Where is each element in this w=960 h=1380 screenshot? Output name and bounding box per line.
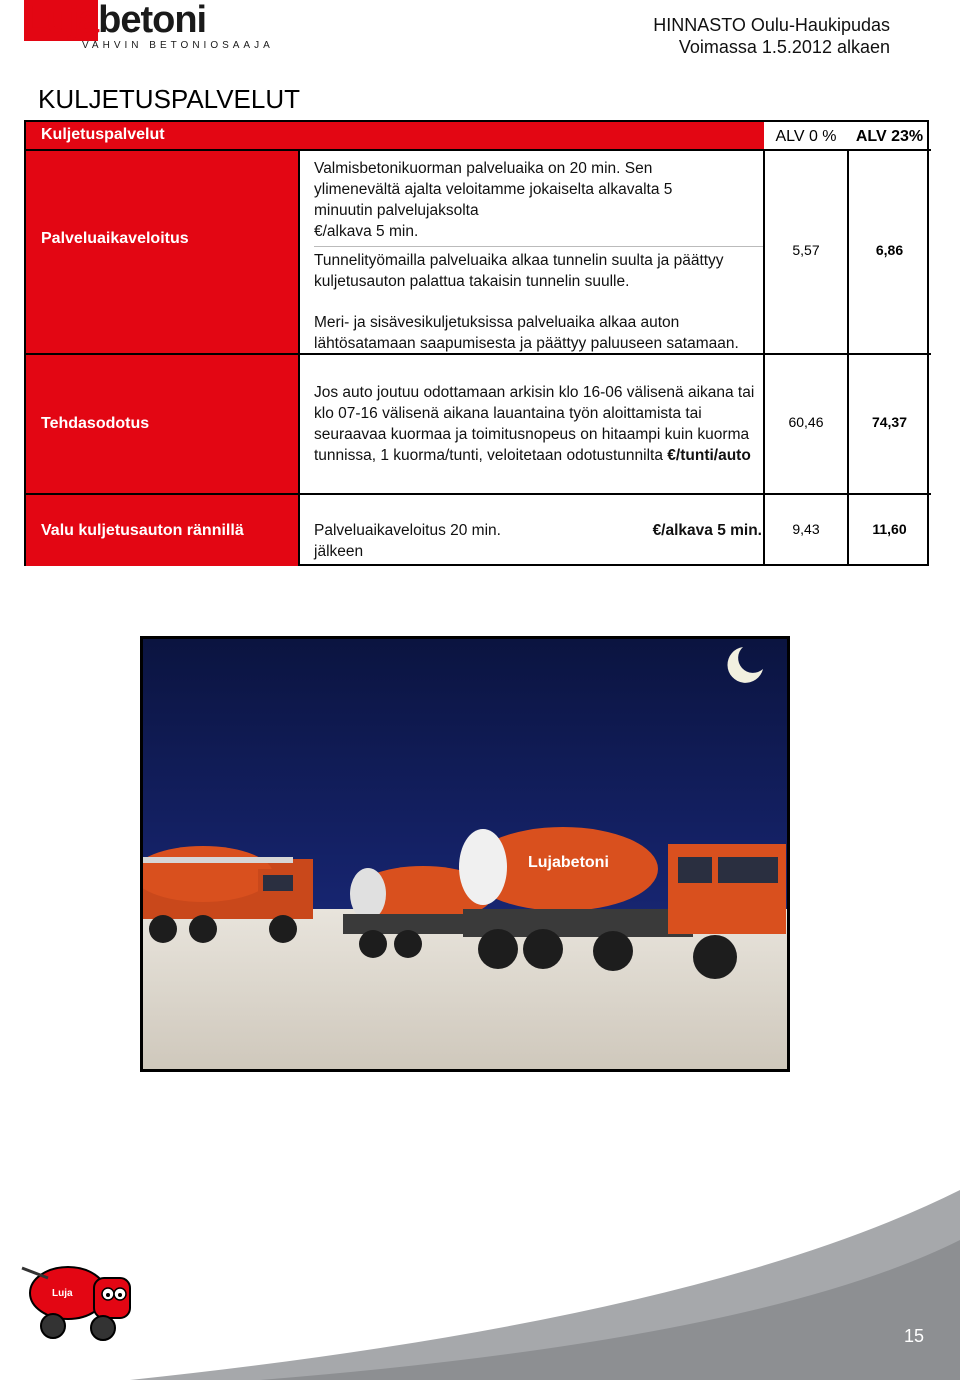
document-header bbox=[653, 14, 890, 58]
logo-wordmark bbox=[24, 0, 206, 42]
grid-line bbox=[763, 150, 765, 566]
doc-title: HINNASTO Oulu-Haukipudas bbox=[653, 15, 890, 35]
row1-inner-divider bbox=[314, 246, 764, 247]
grid-line bbox=[26, 493, 931, 495]
row1-tunnel-text: Tunnelityömailla palveluaika alkaa tunnelin suulta ja päättyy kuljetusauton palattua takaisin tunnelin suulle. bbox=[314, 252, 724, 290]
row1-desc-text: Valmisbetonikuorman palveluaika on 20 min. Sen ylimenevältä ajalta veloitamme jokaiselta alkavalta 5 minuutin palvelujaksolta bbox=[314, 160, 673, 219]
col-vat23-header: ALV 23% bbox=[855, 128, 924, 145]
trucks-photo bbox=[140, 636, 790, 1072]
table-header-label: Kuljetuspalvelut bbox=[41, 126, 165, 143]
row1-unit: €/alkava 5 min. bbox=[314, 223, 419, 240]
mascot-truck-icon bbox=[8, 1248, 148, 1348]
row3-vat0: 9,43 bbox=[792, 521, 820, 537]
row3-label: Valu kuljetusauton rännillä bbox=[41, 522, 244, 539]
row2-label: Tehdasodotus bbox=[41, 415, 150, 432]
row3-vat23: 11,60 bbox=[872, 521, 907, 537]
page-number: 15 bbox=[903, 1326, 924, 1346]
row2-unit: €/tunti/auto bbox=[667, 447, 751, 464]
row2-desc bbox=[314, 382, 764, 466]
logo-tagline: VAHVIN BETONIOSAAJA bbox=[82, 40, 274, 51]
row2-vat0: 60,46 bbox=[788, 414, 824, 430]
grid-line bbox=[26, 149, 931, 151]
lujabetoni-logo bbox=[24, 0, 274, 52]
row1-vat0: 5,57 bbox=[792, 242, 820, 258]
row1-label-cell bbox=[26, 150, 298, 354]
row1-label: Palveluaikaveloitus bbox=[41, 230, 189, 247]
truck-brand-text: Lujabetoni bbox=[528, 854, 609, 871]
logo-brand-right: betoni bbox=[98, 0, 207, 41]
logo-brand-left: Luja bbox=[24, 0, 99, 41]
row3-desc: Palveluaikaveloitus 20 min. jälkeen bbox=[314, 522, 501, 560]
grid-line bbox=[847, 150, 849, 566]
col-vat0-header: ALV 0 % bbox=[775, 128, 837, 145]
trucks-photo-illustration bbox=[143, 639, 787, 1069]
valid-from: Voimassa 1.5.2012 alkaen bbox=[678, 37, 890, 57]
grid-line bbox=[298, 150, 300, 566]
row1-desc bbox=[314, 158, 734, 242]
row1-vat23: 6,86 bbox=[875, 242, 904, 258]
row3-unit: €/alkava 5 min. bbox=[652, 522, 762, 539]
section-title: KULJETUSPALVELUT bbox=[38, 84, 301, 114]
row2-vat23: 74,37 bbox=[871, 414, 908, 430]
row2-desc-text: Jos auto joutuu odottamaan arkisin klo 16-06 välisenä aikana tai klo 07-16 välisenä aikana lauantaina työn aloittamista tai seuraavaa kuormaa ja toimitusnopeus on hitaampi kuin kuorma tunnissa, 1 kuorma/tunti, veloitetaan odotustunnilta bbox=[314, 384, 755, 464]
grid-line bbox=[26, 353, 931, 355]
price-table bbox=[24, 120, 929, 566]
mascot-brand-text: Luja bbox=[52, 1288, 73, 1299]
row1-sea-text: Meri- ja sisävesikuljetuksissa palveluaika alkaa auton lähtösatamaan saapumisesta ja päättyy paluuseen satamaan. bbox=[314, 314, 739, 352]
